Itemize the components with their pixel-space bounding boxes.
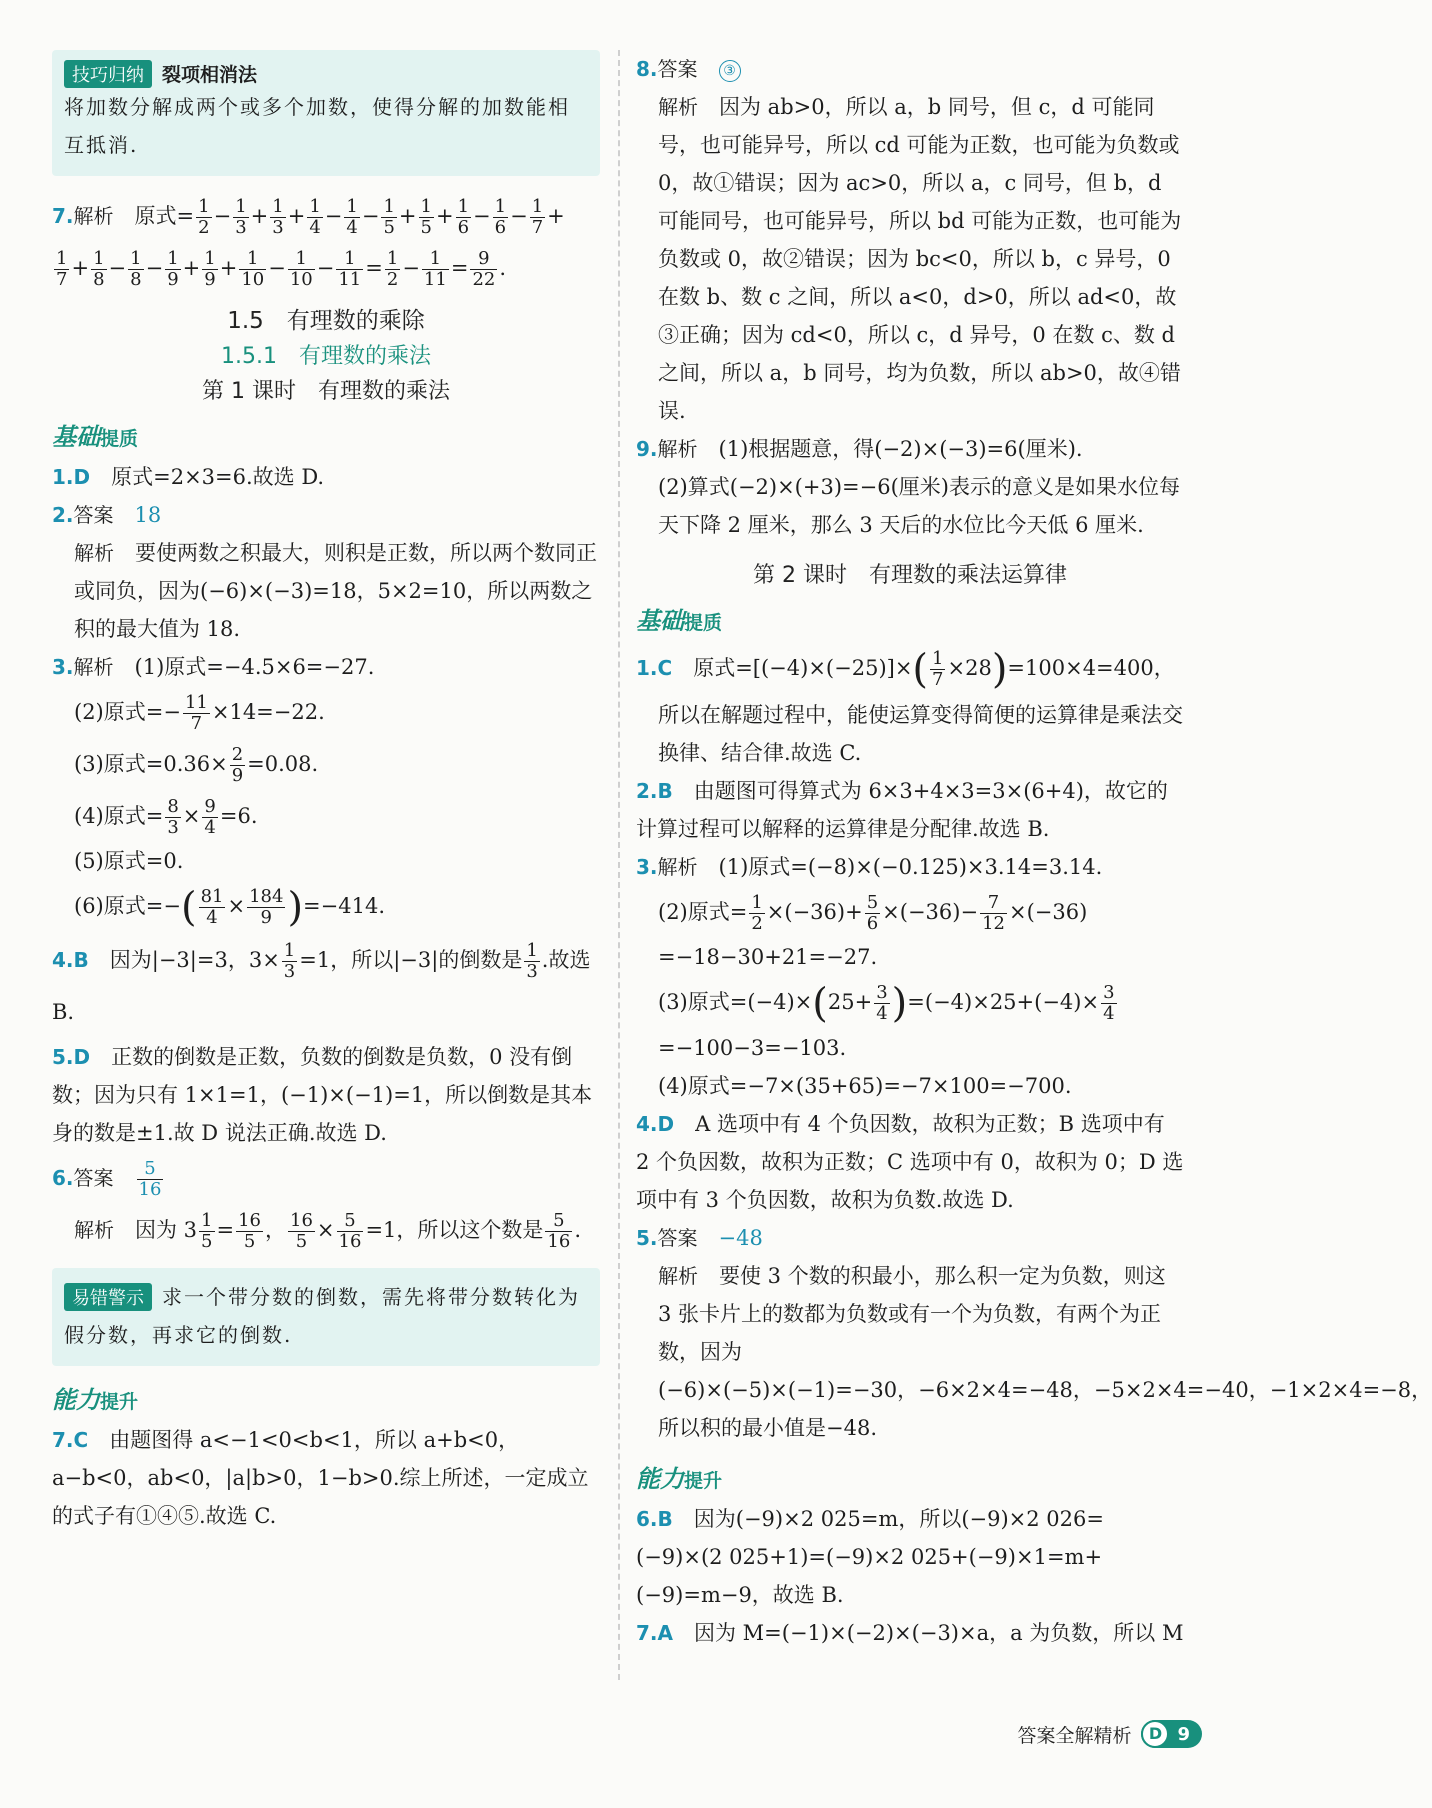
rq3-line3: =−18−30+21=−27.: [658, 944, 878, 969]
lesson2-title: 第 2 课时 有理数的乘法运算律: [753, 563, 1067, 588]
q3-line4: (4)原式= $\frac{8}{3}$ × $\frac{9}{4}$ =6.: [74, 796, 258, 838]
lesson-title: 第 1 课时 有理数的乘法: [202, 379, 450, 404]
subsection-title: 1.5.1 有理数的乘法: [221, 344, 431, 369]
q6-analysis: 解析 因为 3 $\frac{1}{5}$ = $\frac{16}{5}$ ， $\frac{16}{5}$ × $\frac{5}{16}$ =1，所以这个数是 $\frac{5}{16}$ .: [74, 1209, 581, 1252]
q3-line1: 3.解析 (1)原式=−4.5×6=−27.: [52, 655, 375, 679]
q3-line5: (5)原式=0.: [74, 849, 184, 873]
tip-badge: 技巧归纳: [64, 60, 152, 88]
q7-line2: $\frac{1}{7}$ + $\frac{1}{8}$ − $\frac{1}{8}$ − $\frac{1}{9}$ + $\frac{1}{9}$ + $\frac{1}{10}$ − $\frac{1}{10}$ − $\frac{1}{11}$ = $\frac{1}{2}$ − $\frac{1}{11}$ = $\frac{9}{22}$ .: [56, 248, 507, 290]
rq7: 7.A 因为 M=(−1)×(−2)×(−3)×a，a 为负数，所以 M: [636, 1621, 1184, 1645]
rq1-line2: 所以在解题过程中，能使运算变得简便的运算律是乘法交换律、结合律.故选 C.: [658, 702, 1183, 765]
q8-analysis: 解析 因为 ab>0，所以 a，b 同号，但 c，d 可能同号，也可能异号，所以 cd 可能为正数，也可能为负数或 0，故①错误；因为 ac>0，所以 a，c 同号，但 b，d 可能同号，也可能异号，所以 bd 可能为正数，也可能为负数或 0，故②错误；因为 bc<0，所以 b，c 异号，0 在数 b、数 c 之间，所以 a<0，d>0，所以 ad<0，故③正确；因为 cd<0，所以 c，d 异号，0 在数 c、数 d 之间，所以 a，b 同号，均为负数，所以 ab>0，故④错误.: [658, 95, 1182, 423]
q7c: 7.C 由题图得 a<−1<0<b<1，所以 a+b<0，a−b<0，ab<0，|a|b>0，1−b>0.综上所述，一定成立的式子有①④⑤.故选 C.: [52, 1427, 589, 1528]
q4: 4.B 因为|−3|=3，3× $\frac{1}{3}$ =1，所以|−3|的倒数是 $\frac{1}{3}$ .故选 B.: [52, 939, 591, 1024]
edition-letter: D: [1141, 1720, 1169, 1748]
rq3-line2: (2)原式= $\frac{1}{2}$ ×(−36)+ $\frac{5}{6}$ ×(−36)− $\frac{7}{12}$ ×(−36): [658, 891, 1088, 934]
ability-heading-right: 能力提升: [636, 1464, 723, 1493]
basic-heading: 基础提质: [52, 422, 139, 451]
rq3-line5: =−100−3=−103.: [658, 1036, 847, 1060]
tip-text: 将加数分解成两个或多个加数，使得分解的加数能相互抵消.: [64, 95, 570, 157]
footer-text: 答案全解精析: [1017, 1724, 1132, 1747]
left-column: [52, 50, 600, 1535]
rq5-analysis: 解析 要使 3 个数的积最小，那么积一定为负数，则这 3 张卡片上的数都为负数或有一个为负数，有两个为正数，因为(−6)×(−5)×(−1)=−30，−6×2×4=−48，−5×2×4=−40，−1×2×4=−8，所以积的最小值是−48.: [658, 1264, 1432, 1440]
q3-line6: (6)原式=−( $\frac{81}{4}$ × $\frac{184}{9}$ )=−414.: [74, 884, 385, 931]
rq5-answer: 5.答案 −48: [636, 1226, 763, 1250]
q9-line1: 9.解析 (1)根据题意，得(−2)×(−3)=6(厘米).: [636, 437, 1083, 461]
tip-box: [52, 50, 600, 176]
column-divider: [618, 50, 620, 1680]
right-column: [636, 50, 1432, 1652]
q8-answer: 8.答案 ③: [636, 50, 1184, 88]
section-title: 1.5 有理数的乘除: [227, 308, 425, 334]
q3-line2: (2)原式=− $\frac{11}{7}$ ×14=−22.: [74, 692, 325, 734]
warning-badge: 易错警示: [64, 1283, 152, 1311]
q9-line2: (2)算式(−2)×(+3)=−6(厘米)表示的意义是如果水位每天下降 2 厘米，那么 3 天后的水位比今天低 6 厘米.: [658, 475, 1180, 537]
q2-answer: 2.答案 18: [52, 503, 162, 527]
rq3-line6: (4)原式=−7×(35+65)=−7×100=−700.: [658, 1074, 1072, 1098]
q5: 5.D 正数的倒数是正数，负数的倒数是负数，0 没有倒数；因为只有 1×1=1，(−1)×(−1)=1，所以倒数是其本身的数是±1.故 D 说法正确.故选 D.: [52, 1044, 593, 1145]
q7-line1: 7.解析 原式= $\frac{1}{2}$ − $\frac{1}{3}$ + $\frac{1}{3}$ + $\frac{1}{4}$ − $\frac{1}{4}$ − $\frac{1}{5}$ + $\frac{1}{5}$ + $\frac{1}{6}$ − $\frac{1}{6}$ − $\frac{1}{7}$ +: [52, 196, 565, 238]
page-footer: [1017, 1720, 1202, 1748]
rq6: 6.B 因为(−9)×2 025=m，所以(−9)×2 026=(−9)×(2 025+1)=(−9)×2 025+(−9)×1=m+(−9)=m−9，故选 B.: [636, 1507, 1104, 1607]
tip-title: 裂项相消法: [162, 64, 258, 86]
page-badge: [1141, 1720, 1202, 1748]
rq1-line1: 1.C 原式=[(−4)×(−25)]×( $\frac{1}{7}$ ×28)=100×4=400，: [636, 646, 1175, 693]
q3-line3: (3)原式=0.36× $\frac{2}{9}$ =0.08.: [74, 744, 319, 786]
q6-answer: 6.答案 $\frac{5}{16}$: [52, 1157, 162, 1200]
rq3-line4: (3)原式=(−4)×(25+ $\frac{3}{4}$ )=(−4)×25+(−4)× $\frac{3}{4}$: [658, 980, 1115, 1026]
ability-heading: 能力提升: [52, 1384, 139, 1414]
rq3-line1: 3.解析 (1)原式=(−8)×(−0.125)×3.14=3.14.: [636, 854, 1103, 879]
page-number: 9: [1177, 1723, 1190, 1745]
q1: 1.D 原式=2×3=6.故选 D.: [52, 465, 325, 489]
warning-text: 求一个带分数的倒数，需先将带分数转化为假分数，再求它的倒数.: [64, 1284, 580, 1347]
rq4: 4.D A 选项中有 4 个负因数，故积为正数；B 选项中有 2 个负因数，故积为正数；C 选项中有 0，故积为 0；D 选项中有 3 个负因数，故积为负数.故选 D.: [636, 1112, 1184, 1212]
rq2: 2.B 由题图可得算式为 6×3+4×3=3×(6+4)，故它的计算过程可以解释的运算律是分配律.故选 B.: [636, 778, 1168, 841]
basic-heading-right: 基础提质: [636, 606, 723, 635]
warning-box: [52, 1268, 600, 1366]
q2-analysis: 解析 要使两数之积最大，则积是正数，所以两个数同正或同负，因为(−6)×(−3)=18，5×2=10，所以两数之积的最大值为 18.: [74, 541, 597, 641]
